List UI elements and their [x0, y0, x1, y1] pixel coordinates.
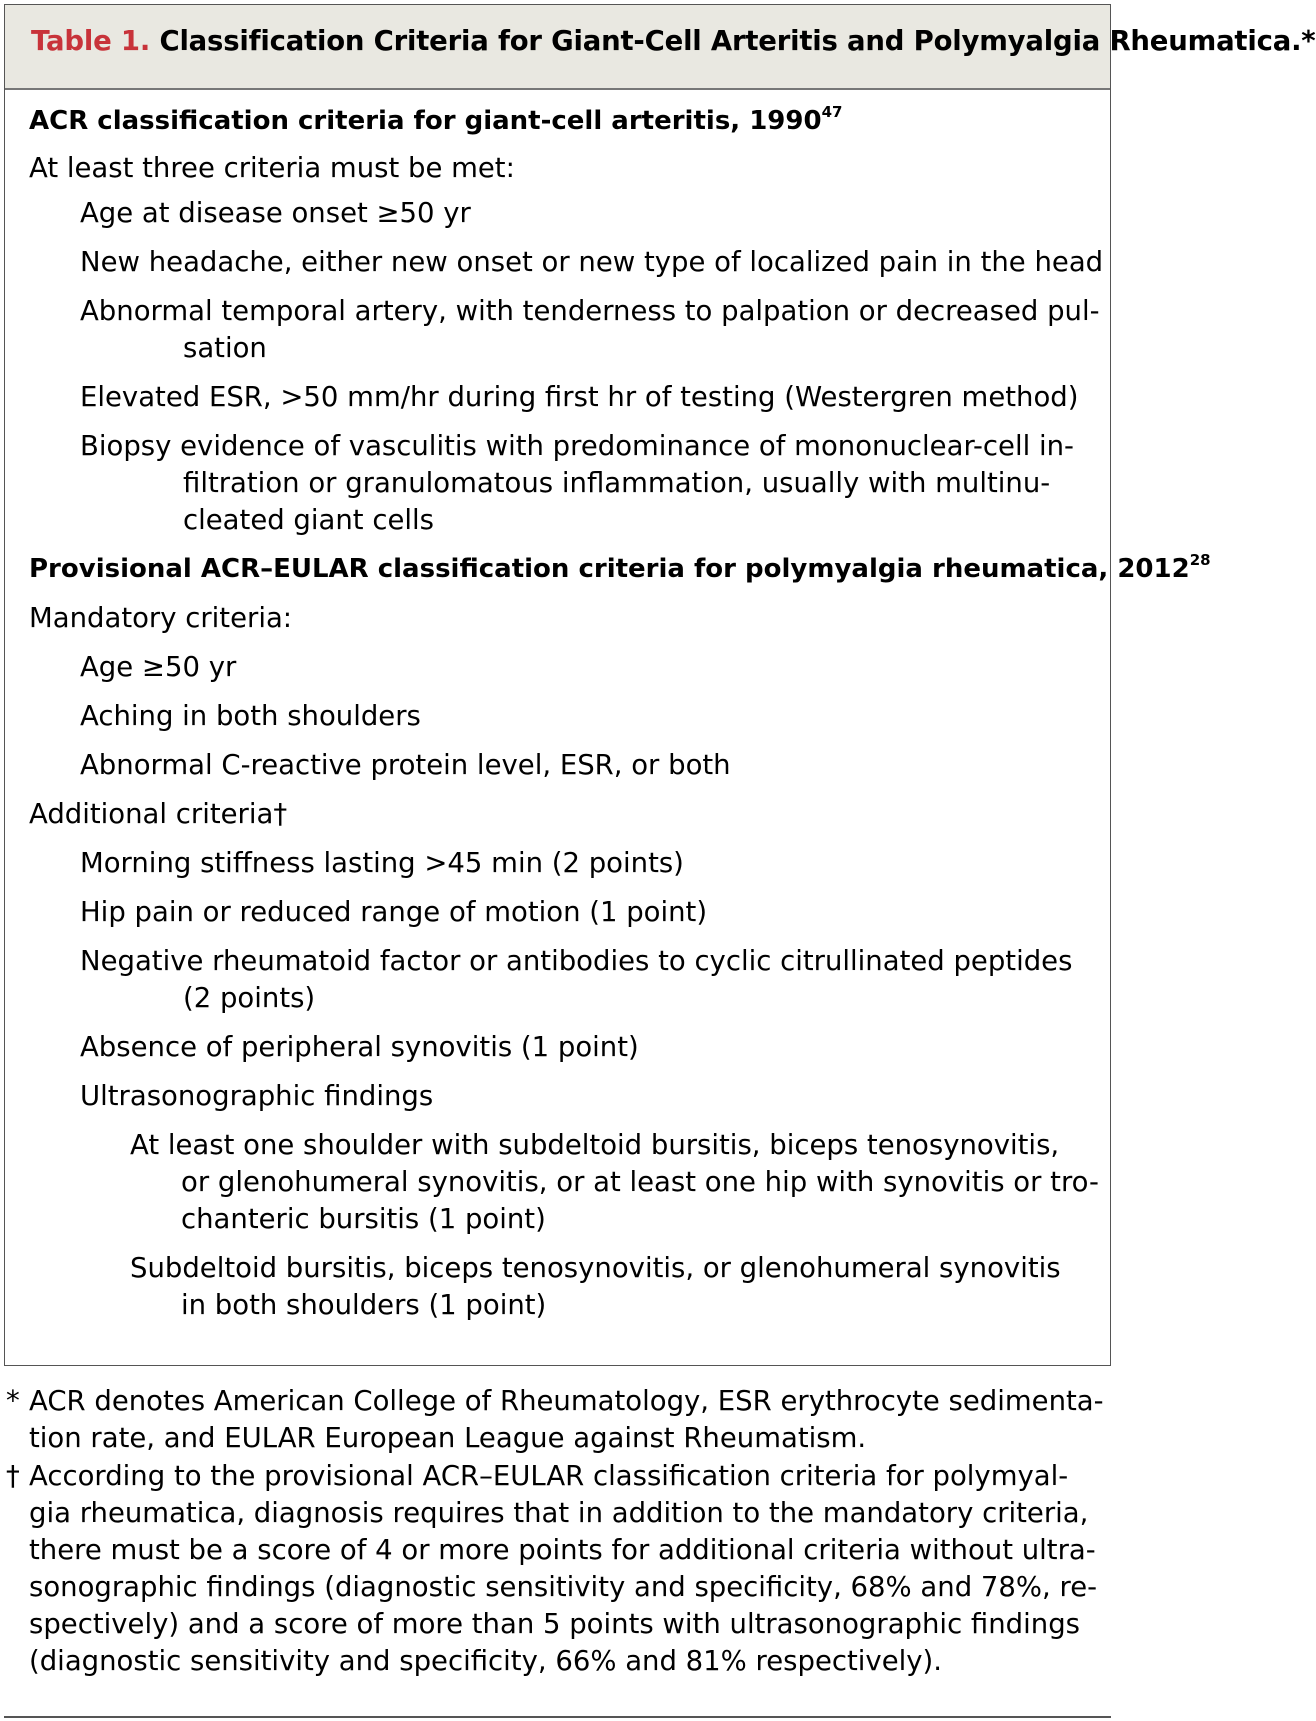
mandatory-criterion: Age ≥50 yr [80, 651, 237, 683]
footnote-line: ACR denotes American College of Rheumatology, ESR erythrocyte sedimenta- [29, 1385, 1104, 1417]
mandatory-criterion: Aching in both shoulders [80, 700, 421, 732]
criterion-item-continuation: filtration or granulomatous inflammation, usually with multinu- [183, 467, 1051, 499]
footnote-line: sonographic findings (diagnostic sensitivity and specificity, 68% and 78%, re- [29, 1571, 1098, 1603]
additional-criterion: Absence of peripheral synovitis (1 point) [80, 1031, 639, 1063]
ultrasound-finding-continuation: or glenohumeral synovitis, or at least one hip with synovitis or tro- [181, 1166, 1099, 1198]
additional-criterion: Ultrasonographic findings [80, 1080, 434, 1112]
ultrasound-finding-continuation: chanteric bursitis (1 point) [181, 1203, 546, 1235]
criterion-item-continuation: sation [183, 332, 267, 364]
footnote-mark: * [6, 1385, 20, 1417]
footnote-line: (diagnostic sensitivity and specificity, 66% and 81% respectively). [29, 1645, 942, 1677]
reference-superscript: 47 [821, 103, 843, 121]
criterion-item: Elevated ESR, >50 mm/hr during first hr of testing (Westergren method) [80, 381, 1079, 413]
mandatory-label: Mandatory criteria: [29, 602, 293, 634]
table-title [5, 5, 1316, 90]
table-body [5, 90, 1211, 1365]
criterion-item: New headache, either new onset or new type of localized pain in the head [80, 246, 1104, 278]
section-intro: At least three criteria must be met: [29, 152, 515, 184]
ultrasound-finding-continuation: in both shoulders (1 point) [181, 1289, 547, 1321]
section-heading-pmr [29, 551, 1211, 587]
section-heading-pmr-text: Provisional ACR–EULAR classification criteria for polymyalgia rheumatica, 2012 [29, 554, 1190, 584]
criterion-item: Abnormal temporal artery, with tenderness to palpation or decreased pul- [80, 295, 1100, 327]
table-1 [4, 4, 1316, 1366]
additional-criterion-continuation: (2 points) [183, 982, 316, 1014]
section-heading-gca [29, 103, 842, 139]
ultrasound-finding: Subdeltoid bursitis, biceps tenosynovitis, or glenohumeral synovitis [130, 1252, 1061, 1284]
additional-criterion: Negative rheumatoid factor or antibodies to cyclic citrullinated peptides [80, 945, 1073, 977]
footnote-line: According to the provisional ACR–EULAR classification criteria for polymyal- [29, 1460, 1069, 1492]
table-title-text: Classification Criteria for Giant-Cell Arteritis and Polymyalgia Rheumatica.* [159, 25, 1316, 57]
footnote-line: tion rate, and EULAR European League against Rheumatism. [29, 1422, 867, 1454]
criterion-item-continuation: cleated giant cells [183, 504, 434, 536]
reference-superscript: 28 [1189, 551, 1211, 569]
bottom-rule [4, 1716, 1111, 1718]
ultrasound-finding: At least one shoulder with subdeltoid bursitis, biceps tenosynovitis, [130, 1129, 1060, 1161]
criterion-item: Age at disease onset ≥50 yr [80, 197, 471, 229]
footnote-mark: † [6, 1460, 20, 1492]
additional-label: Additional criteria† [29, 798, 288, 830]
mandatory-criterion: Abnormal C-reactive protein level, ESR, or both [80, 749, 731, 781]
section-heading-gca-text: ACR classification criteria for giant-cell arteritis, 1990 [29, 106, 822, 136]
additional-criterion: Hip pain or reduced range of motion (1 point) [80, 896, 708, 928]
additional-criterion: Morning stiffness lasting >45 min (2 points) [80, 847, 684, 879]
table-label: Table 1. [31, 25, 151, 57]
footnote-line: spectively) and a score of more than 5 points with ultrasonographic findings [29, 1608, 1080, 1640]
footnote-line: gia rheumatica, diagnosis requires that in addition to the mandatory criteria, [29, 1497, 1089, 1529]
criterion-item: Biopsy evidence of vasculitis with predominance of mononuclear-cell in- [80, 430, 1074, 462]
footnote-line: there must be a score of 4 or more points for additional criteria without ultra- [29, 1534, 1096, 1566]
